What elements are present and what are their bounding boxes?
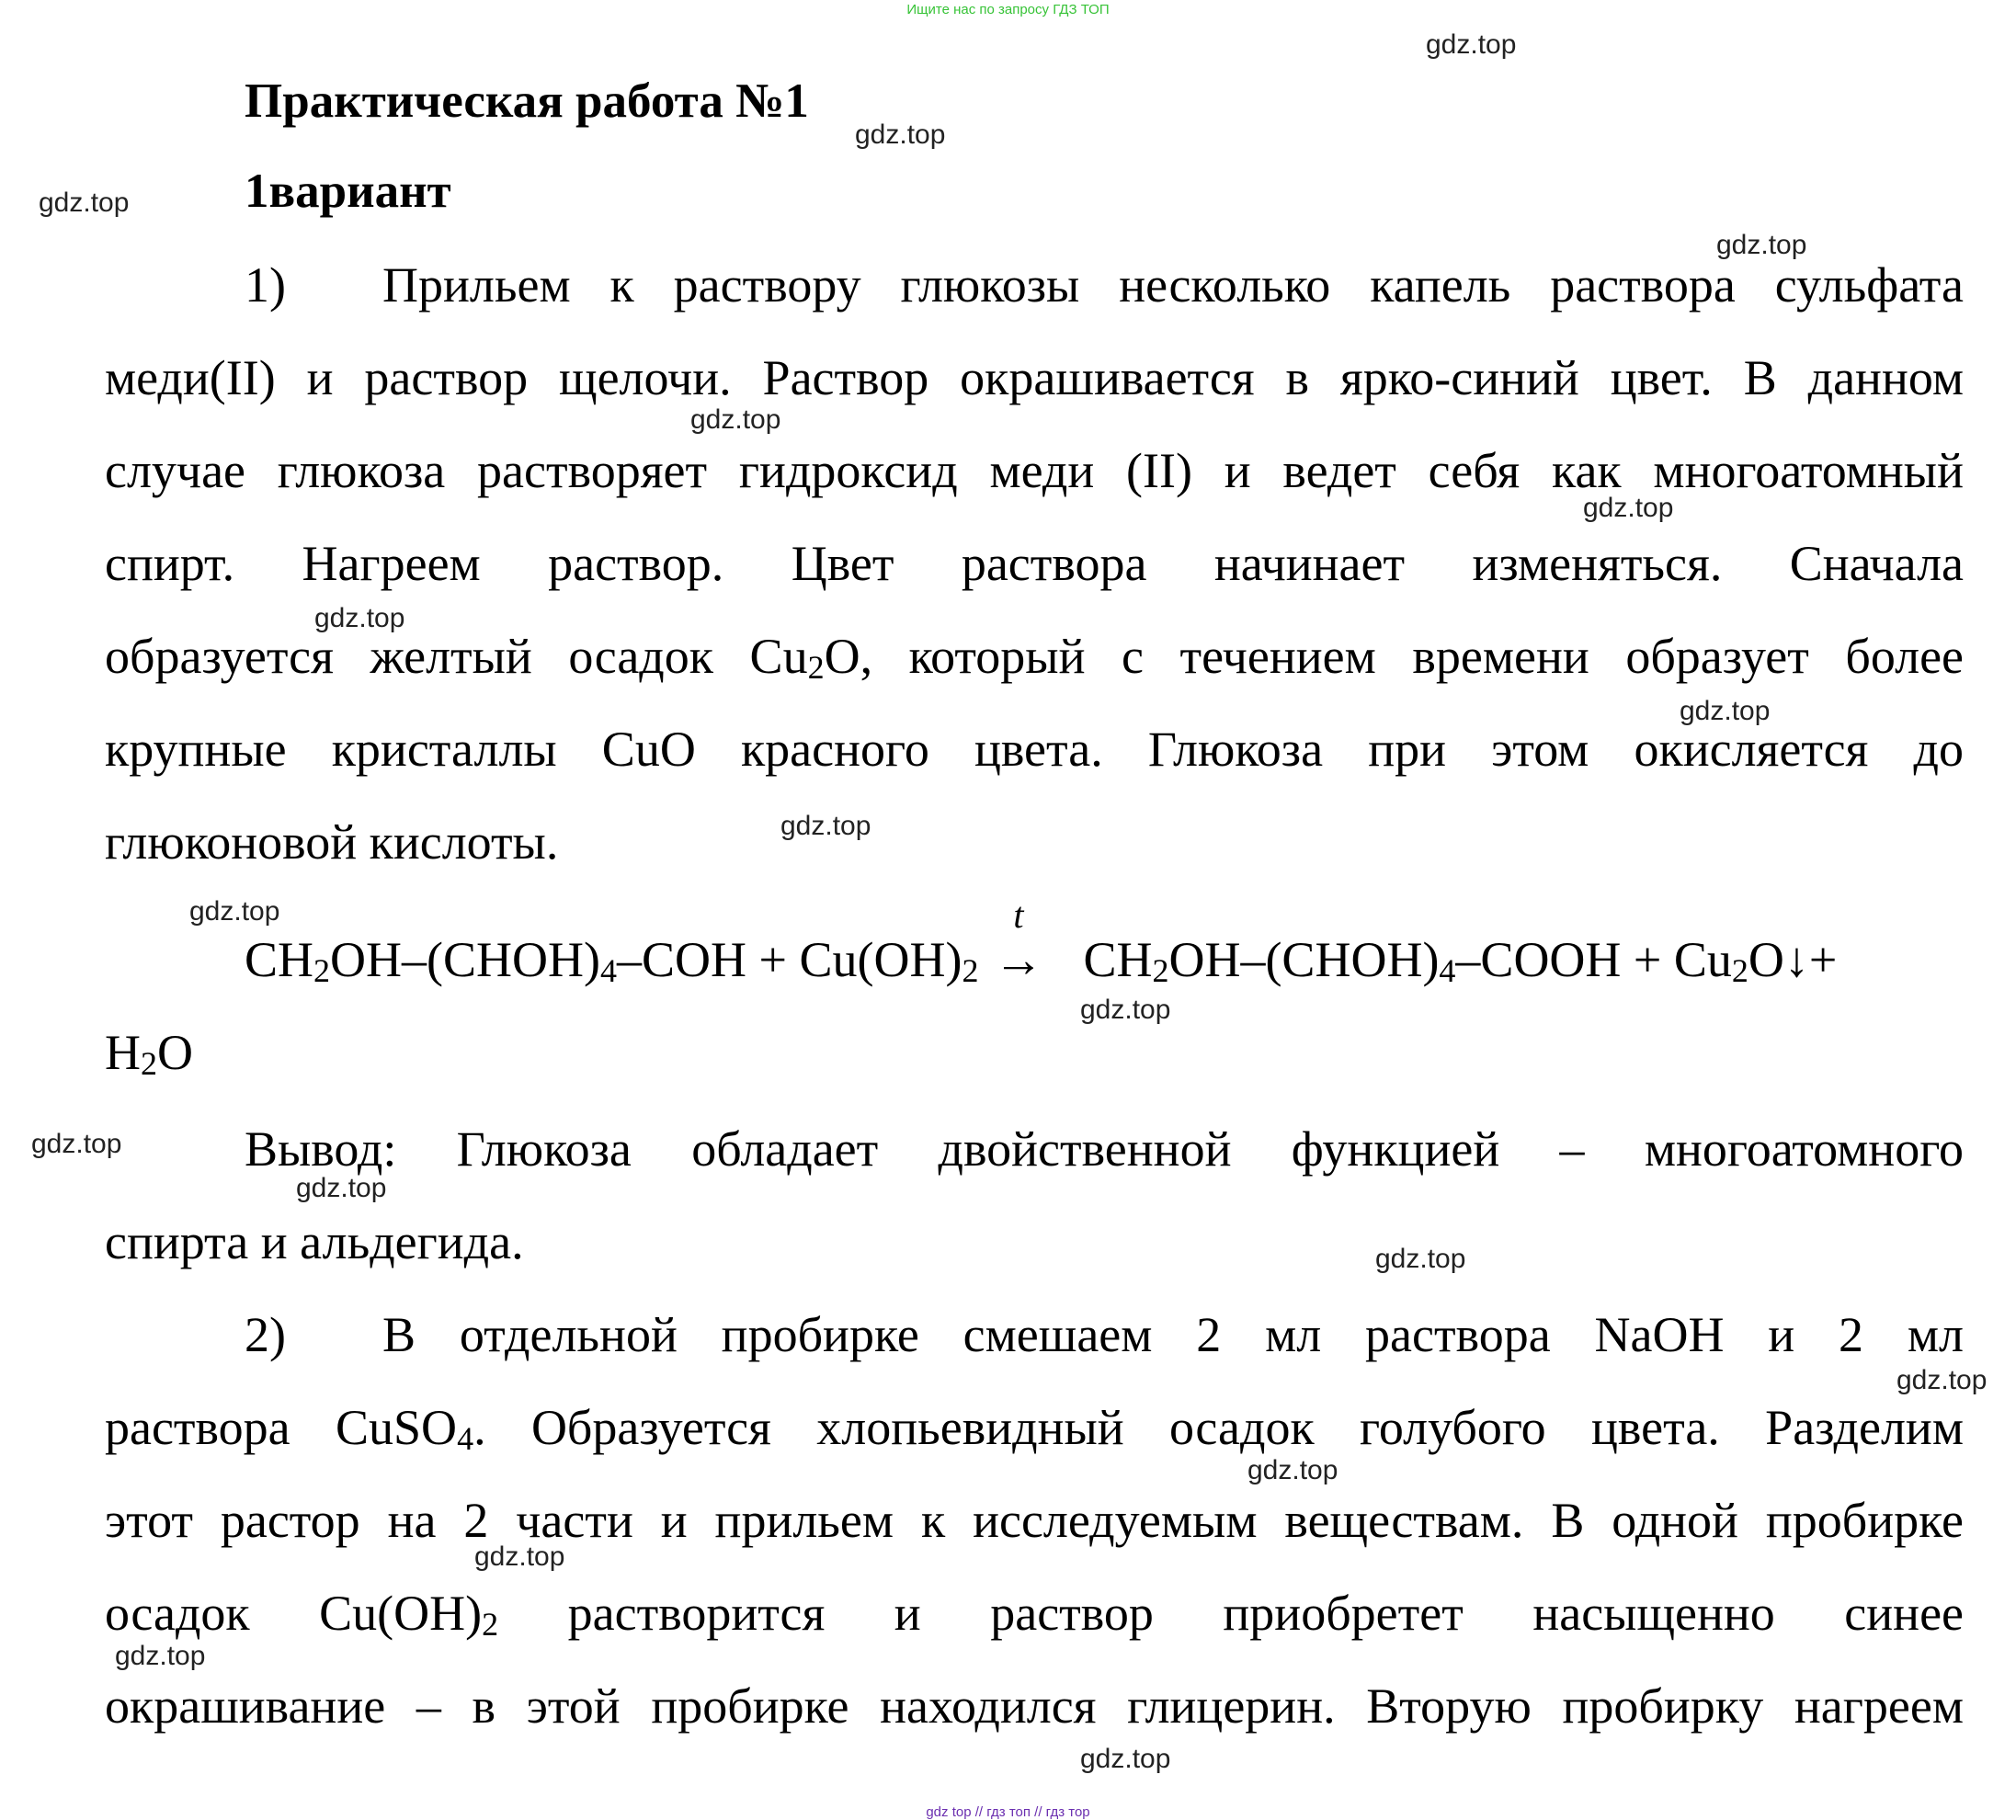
subscript: 2 bbox=[1152, 952, 1169, 989]
paragraph-line: окрашивание – в этой пробирке находился глицерин. Вторую пробирку нагреем bbox=[105, 1678, 1964, 1734]
watermark: gdz.top bbox=[1583, 493, 1674, 523]
text-segment: образуется желтый осадок Cu bbox=[105, 629, 808, 684]
top-banner: Ищите нас по запросу ГДЗ ТОП bbox=[906, 2, 1110, 17]
variant-heading: 1вариант bbox=[245, 165, 451, 218]
paragraph-line: крупные кристаллы CuO красного цвета. Глюкоза при этом окисляется до bbox=[105, 722, 1964, 777]
watermark: gdz.top bbox=[1080, 1744, 1171, 1774]
paragraph-line bbox=[105, 239, 1964, 332]
subscript: 2 bbox=[807, 649, 825, 686]
watermark: gdz.top bbox=[189, 896, 280, 927]
paragraph-line-text: Прильем к раствору глюкозы несколько капель раствора сульфата bbox=[382, 257, 1964, 313]
paragraph-line: спирт. Нагреем раствор. Цвет раствора начинает изменяться. Сначала bbox=[105, 536, 1964, 591]
subscript: 2 bbox=[1731, 952, 1748, 989]
text-segment: O, который с течением времени образует более bbox=[824, 629, 1965, 684]
eq-part: H bbox=[105, 1025, 141, 1080]
eq-part: –COOH + Cu bbox=[1455, 932, 1732, 987]
watermark: gdz.top bbox=[1247, 1455, 1338, 1485]
paragraph-line: глюконовой кислоты. bbox=[105, 814, 559, 870]
item-number: 2) bbox=[245, 1307, 286, 1362]
chemical-equation bbox=[245, 894, 1964, 989]
bottom-footer: gdz top // гдз топ // гдз тор bbox=[926, 1804, 1090, 1820]
conclusion-line: спирта и альдегида. bbox=[105, 1214, 524, 1269]
eq-part: CH bbox=[1083, 932, 1153, 987]
watermark: gdz.top bbox=[314, 603, 405, 633]
text-segment: раствора CuSO bbox=[105, 1400, 458, 1455]
watermark: gdz.top bbox=[39, 188, 130, 218]
watermark: gdz.top bbox=[1680, 696, 1771, 726]
paragraph-line: меди(II) и раствор щелочи. Раствор окрашивается в ярко-синий цвет. В данном bbox=[105, 350, 1964, 405]
watermark: gdz.top bbox=[1426, 29, 1517, 60]
paragraph-line bbox=[105, 1567, 1964, 1660]
paragraph-line bbox=[105, 1382, 1964, 1474]
eq-part: OH–(CHOH) bbox=[330, 932, 600, 987]
watermark: gdz.top bbox=[296, 1173, 387, 1203]
reaction-arrow bbox=[991, 894, 1046, 989]
subscript: 4 bbox=[1439, 952, 1456, 989]
eq-part: OH–(CHOH) bbox=[1168, 932, 1440, 987]
watermark: gdz.top bbox=[690, 404, 781, 435]
watermark: gdz.top bbox=[474, 1541, 565, 1572]
eq-part: –COH + Cu(OH) bbox=[616, 932, 962, 987]
subscript: 2 bbox=[313, 952, 331, 989]
page-title: Практическая работа №1 bbox=[245, 74, 809, 128]
watermark: gdz.top bbox=[1896, 1365, 1988, 1395]
paragraph-line: этот растор на 2 части и прильем к исследуемым веществам. В одной пробирке bbox=[105, 1493, 1964, 1548]
text-segment: . Образуется хлопьевидный осадок голубого цвета. Разделим bbox=[473, 1400, 1964, 1455]
eq-part: O↓+ bbox=[1748, 932, 1838, 987]
eq-part: CH bbox=[245, 932, 314, 987]
watermark: gdz.top bbox=[1716, 230, 1807, 260]
subscript: 4 bbox=[457, 1420, 474, 1457]
arrow-glyph: → bbox=[993, 932, 1043, 987]
watermark: gdz.top bbox=[1375, 1244, 1466, 1274]
subscript: 2 bbox=[141, 1045, 157, 1082]
watermark: gdz.top bbox=[855, 119, 946, 150]
text-segment: осадок Cu(OH) bbox=[105, 1586, 483, 1641]
item-number: 1) bbox=[245, 257, 286, 313]
eq-part: O bbox=[157, 1025, 193, 1080]
text-segment: растворится и раствор приобретет насыщенно синее bbox=[498, 1586, 1964, 1641]
subscript: 4 bbox=[599, 952, 617, 989]
watermark: gdz.top bbox=[780, 811, 871, 841]
paragraph-line-text: В отдельной пробирке смешаем 2 мл раствора NaOH и 2 мл bbox=[382, 1307, 1964, 1362]
watermark: gdz.top bbox=[115, 1641, 206, 1671]
subscript: 2 bbox=[962, 952, 979, 989]
watermark: gdz.top bbox=[1080, 995, 1171, 1025]
conclusion-line: Вывод: Глюкоза обладает двойственной функцией – многоатомного bbox=[245, 1121, 1964, 1177]
paragraph-line: случае глюкоза растворяет гидроксид меди (II) и ведет себя как многоатомный bbox=[105, 443, 1964, 498]
watermark: gdz.top bbox=[31, 1129, 122, 1159]
subscript: 2 bbox=[482, 1606, 499, 1643]
arrow-label: t bbox=[1013, 894, 1024, 936]
paragraph-line bbox=[105, 1289, 1964, 1382]
chemical-equation-continued bbox=[105, 1023, 1824, 1082]
